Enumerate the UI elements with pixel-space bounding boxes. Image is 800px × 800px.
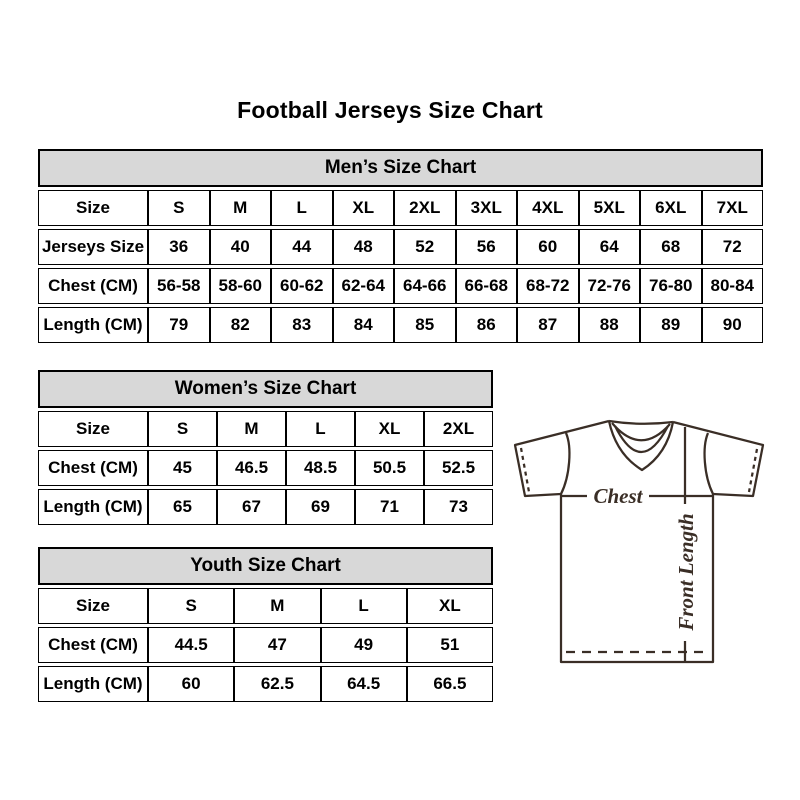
- chest-label: Chest: [593, 484, 643, 508]
- value-cell: M: [217, 411, 286, 447]
- youth-size-chart-header: Youth Size Chart: [38, 547, 493, 585]
- value-cell: L: [286, 411, 355, 447]
- table-row: [38, 411, 493, 447]
- value-cell: 65: [148, 489, 217, 525]
- value-cell: 56-58: [148, 268, 210, 304]
- value-cell: XL: [407, 588, 493, 624]
- mens-size-chart-header: Men’s Size Chart: [38, 149, 763, 187]
- value-cell: 46.5: [217, 450, 286, 486]
- value-cell: 68-72: [517, 268, 579, 304]
- jersey-right-sleeve: [673, 422, 763, 496]
- value-cell: S: [148, 411, 217, 447]
- value-cell: 64.5: [321, 666, 407, 702]
- row-header-cell: Size: [38, 411, 148, 447]
- row-header-cell: Length (CM): [38, 489, 148, 525]
- youth-size-table: [38, 585, 493, 705]
- jersey-right-armhole-seam: [705, 433, 713, 494]
- table-row: [38, 666, 493, 702]
- value-cell: 2XL: [424, 411, 493, 447]
- value-cell: 6XL: [640, 190, 702, 226]
- value-cell: 51: [407, 627, 493, 663]
- table-row: [38, 307, 763, 343]
- jersey-left-armhole-seam: [561, 433, 569, 494]
- collar-rib-line-2: [615, 426, 668, 452]
- value-cell: 72: [702, 229, 764, 265]
- value-cell: 58-60: [210, 268, 272, 304]
- value-cell: 48: [333, 229, 395, 265]
- value-cell: 71: [355, 489, 424, 525]
- mens-size-chart: [38, 149, 763, 346]
- value-cell: 86: [456, 307, 518, 343]
- value-cell: 44.5: [148, 627, 234, 663]
- jersey-collar: [609, 421, 673, 470]
- collar-back-line: [609, 421, 673, 424]
- value-cell: 76-80: [640, 268, 702, 304]
- front-length-label: Front Length: [674, 513, 698, 631]
- jersey-measurement-diagram: [502, 402, 778, 678]
- value-cell: 87: [517, 307, 579, 343]
- value-cell: 48.5: [286, 450, 355, 486]
- table-row: [38, 489, 493, 525]
- value-cell: 5XL: [579, 190, 641, 226]
- value-cell: 72-76: [579, 268, 641, 304]
- value-cell: M: [234, 588, 320, 624]
- row-header-cell: Size: [38, 190, 148, 226]
- mens-size-table: [38, 187, 763, 346]
- value-cell: 79: [148, 307, 210, 343]
- value-cell: 60: [517, 229, 579, 265]
- value-cell: 7XL: [702, 190, 764, 226]
- value-cell: 89: [640, 307, 702, 343]
- value-cell: 60: [148, 666, 234, 702]
- womens-size-chart: [38, 370, 493, 528]
- value-cell: 52.5: [424, 450, 493, 486]
- value-cell: 66-68: [456, 268, 518, 304]
- value-cell: 85: [394, 307, 456, 343]
- page-title: Football Jerseys Size Chart: [237, 97, 543, 123]
- value-cell: 36: [148, 229, 210, 265]
- value-cell: 73: [424, 489, 493, 525]
- table-row: [38, 268, 763, 304]
- value-cell: 83: [271, 307, 333, 343]
- value-cell: 45: [148, 450, 217, 486]
- value-cell: 50.5: [355, 450, 424, 486]
- row-header-cell: Chest (CM): [38, 450, 148, 486]
- row-header-cell: Size: [38, 588, 148, 624]
- value-cell: 4XL: [517, 190, 579, 226]
- value-cell: S: [148, 588, 234, 624]
- value-cell: 44: [271, 229, 333, 265]
- value-cell: 49: [321, 627, 407, 663]
- value-cell: 3XL: [456, 190, 518, 226]
- value-cell: 88: [579, 307, 641, 343]
- value-cell: 60-62: [271, 268, 333, 304]
- table-row: [38, 229, 763, 265]
- table-row: [38, 450, 493, 486]
- value-cell: 64-66: [394, 268, 456, 304]
- value-cell: 68: [640, 229, 702, 265]
- value-cell: L: [271, 190, 333, 226]
- row-header-cell: Chest (CM): [38, 627, 148, 663]
- value-cell: L: [321, 588, 407, 624]
- womens-size-chart-header: Women’s Size Chart: [38, 370, 493, 408]
- row-header-cell: Length (CM): [38, 666, 148, 702]
- value-cell: 64: [579, 229, 641, 265]
- row-header-cell: Chest (CM): [38, 268, 148, 304]
- value-cell: XL: [355, 411, 424, 447]
- value-cell: 62.5: [234, 666, 320, 702]
- table-row: [38, 588, 493, 624]
- value-cell: 2XL: [394, 190, 456, 226]
- value-cell: 56: [456, 229, 518, 265]
- value-cell: 40: [210, 229, 272, 265]
- value-cell: 69: [286, 489, 355, 525]
- value-cell: 67: [217, 489, 286, 525]
- value-cell: 52: [394, 229, 456, 265]
- value-cell: XL: [333, 190, 395, 226]
- value-cell: S: [148, 190, 210, 226]
- value-cell: 90: [702, 307, 764, 343]
- value-cell: 80-84: [702, 268, 764, 304]
- table-row: [38, 627, 493, 663]
- jersey-outline: [515, 421, 763, 662]
- value-cell: 47: [234, 627, 320, 663]
- row-header-cell: Length (CM): [38, 307, 148, 343]
- value-cell: 66.5: [407, 666, 493, 702]
- table-row: [38, 190, 763, 226]
- value-cell: 62-64: [333, 268, 395, 304]
- value-cell: 84: [333, 307, 395, 343]
- womens-size-table: [38, 408, 493, 528]
- value-cell: 82: [210, 307, 272, 343]
- youth-size-chart: [38, 547, 493, 705]
- row-header-cell: Jerseys Size: [38, 229, 148, 265]
- value-cell: M: [210, 190, 272, 226]
